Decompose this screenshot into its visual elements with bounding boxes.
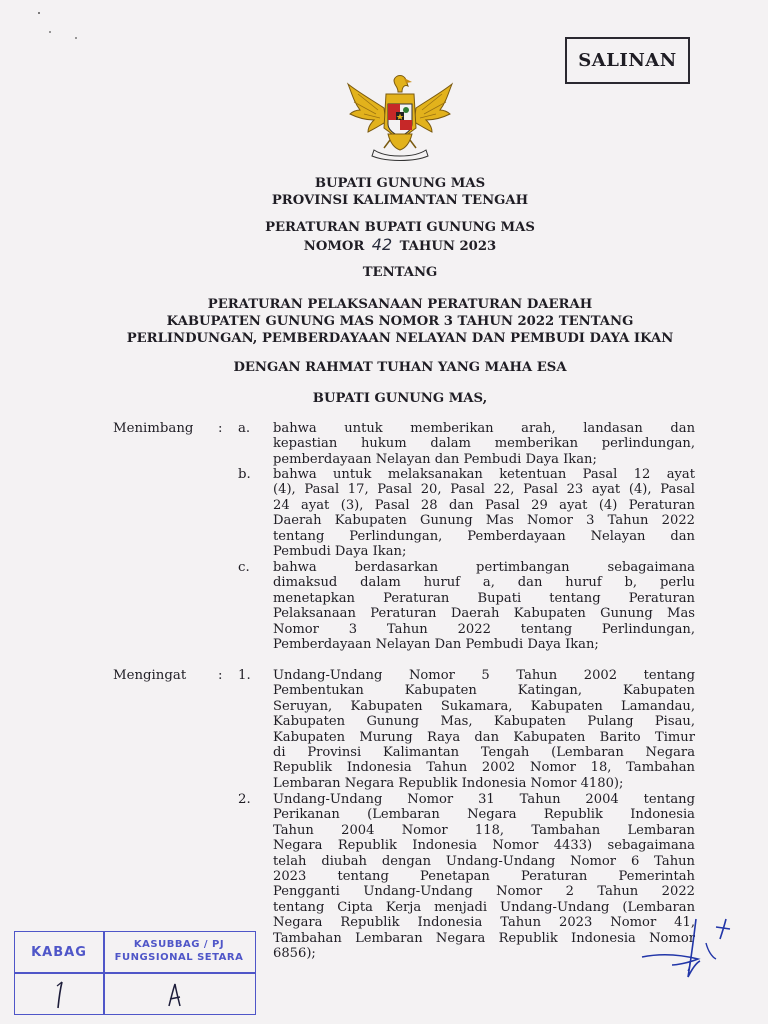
text-line: pemberdayaan Nelayan dan Pembudi Daya Ikan; — [273, 451, 597, 467]
menimbang-item-c-marker: c. — [238, 560, 250, 575]
text-line: Pengganti Undang-Undang Nomor 2 Tahun 2022 — [273, 884, 695, 900]
number-suffix: TAHUN 2023 — [399, 239, 497, 254]
subject-line-3: PERLINDUNGAN, PEMBERDAYAAN NELAYAN DAN PEMBUDI DAYA IKAN — [126, 331, 674, 346]
text-line: menetapkan Peraturan Bupati tentang Peraturan — [273, 590, 695, 606]
text-line: bahwa untuk melaksanakan ketentuan Pasal 12 ayat — [273, 467, 695, 482]
text-line: bahwa berdasarkan pertimbangan sebagaimana — [273, 560, 695, 575]
text-line: Undang-Undang Nomor 5 Tahun 2002 tentang — [273, 668, 695, 683]
text-line: Daerah Kabupaten Gunung Mas Nomor 3 Tahun 2022 — [273, 513, 695, 529]
tentang-label: TENTANG — [362, 265, 438, 280]
menimbang-item-c — [273, 560, 695, 652]
issuer-text: BUPATI GUNUNG MAS, — [312, 391, 488, 406]
text-line: Perikanan (Lembaran Negara Republik Indonesia — [273, 807, 695, 823]
stamp-kasubbag-line-2: FUNGSIONAL SETARA — [114, 952, 244, 963]
text-line: bahwa untuk memberikan arah, landasan dan — [273, 421, 695, 436]
text-line: Kabupaten Gunung Mas, Kabupaten Pulang Pisau, — [273, 714, 695, 730]
salinan-label: SALINAN — [578, 50, 677, 71]
stamp-divider-horizontal — [15, 972, 255, 974]
text-line: (4), Pasal 17, Pasal 20, Pasal 22, Pasal 23 ayat (4), Pasal — [273, 482, 695, 498]
handwritten-number: 42 — [371, 235, 393, 254]
regent-header — [0, 175, 768, 209]
text-line: Lembaran Negara Republik Indonesia Nomor 4180); — [273, 775, 624, 791]
subject-line-1: PERATURAN PELAKSANAAN PERATURAN DAERAH — [207, 297, 593, 312]
regulation-title-block — [0, 219, 768, 255]
kasubbag-paraf-icon — [165, 982, 185, 1010]
header-line-2: PROVINSI KALIMANTAN TENGAH — [271, 193, 529, 208]
text-line: Pemberdayaan Nelayan Dan Pembudi Daya Ikan; — [273, 637, 599, 653]
preamble — [0, 359, 768, 376]
menimbang-item-b-marker: b. — [238, 467, 251, 482]
text-line: Nomor 3 Tahun 2022 tentang Perlindungan, — [273, 621, 695, 637]
text-line: dimaksud dalam huruf a, dan huruf b, perlu — [273, 575, 695, 591]
garuda-emblem-icon — [344, 70, 456, 162]
text-line: telah diubah dengan Undang-Undang Nomor 6 Tahun — [273, 853, 695, 869]
salinan-stamp — [565, 37, 690, 84]
text-line: 2023 tentang Penetapan Peraturan Pemerintah — [273, 869, 695, 885]
signature-paraf-icon — [632, 905, 742, 995]
mengingat-item-1-marker: 1. — [238, 668, 251, 683]
text-line: Republik Indonesia Tahun 2002 Nomor 18, Tambahan — [273, 760, 695, 776]
number-prefix: NOMOR — [303, 239, 365, 254]
text-line: Pelaksanaan Peraturan Daerah Kabupaten Gunung Mas — [273, 606, 695, 622]
text-line: 6856); — [273, 946, 316, 962]
menimbang-colon: : — [218, 421, 223, 436]
menimbang-item-b — [273, 467, 695, 559]
menimbang-item-a-marker: a. — [238, 421, 251, 436]
regulation-number — [0, 236, 768, 255]
text-line: Tahun 2004 Nomor 118, Tambahan Lembaran — [273, 822, 695, 838]
header-line-1: BUPATI GUNUNG MAS — [314, 176, 486, 191]
mengingat-item-1 — [273, 668, 695, 791]
text-line: Undang-Undang Nomor 31 Tahun 2004 tentang — [273, 792, 695, 807]
text-line: Tambahan Lembaran Negara Republik Indonesia Nomor — [273, 930, 695, 946]
mengingat-item-2-marker: 2. — [238, 792, 251, 807]
preamble-text: DENGAN RAHMAT TUHAN YANG MAHA ESA — [233, 360, 567, 375]
text-line: 24 ayat (3), Pasal 28 dan Pasal 29 ayat (4) Peraturan — [273, 497, 695, 513]
regulation-title: PERATURAN BUPATI GUNUNG MAS — [265, 220, 535, 235]
stamp-kasubbag-line-1: KASUBBAG / PJ — [133, 939, 225, 950]
mengingat-colon: : — [218, 668, 223, 683]
stamp-kabag-label: KABAG — [31, 945, 87, 960]
subject-line-2: KABUPATEN GUNUNG MAS NOMOR 3 TAHUN 2022 TENTANG — [166, 314, 634, 329]
mengingat-label: Mengingat — [113, 668, 187, 683]
text-line: Seruyan, Kabupaten Sukamara, Kabupaten Lamandau, — [273, 698, 695, 714]
stamp-kasubbag-label — [103, 938, 255, 964]
regulation-subject — [0, 296, 768, 347]
issuer — [0, 390, 768, 407]
text-line: Negara Republik Indonesia Tahun 2023 Nomor 41, — [273, 915, 695, 931]
approval-paraf-stamp — [14, 931, 256, 1015]
kabag-paraf-icon — [53, 980, 67, 1010]
text-line: tentang Perlindungan, Pemberdayaan Nelayan dan — [273, 528, 695, 544]
text-line: Pembentukan Kabupaten Katingan, Kabupaten — [273, 683, 695, 699]
text-line: Pembudi Daya Ikan; — [273, 544, 407, 560]
text-line: tentang Cipta Kerja menjadi Undang-Undang (Lembaran — [273, 899, 695, 915]
text-line: kepastian hukum dalam memberikan perlindungan, — [273, 436, 695, 452]
menimbang-item-a — [273, 421, 695, 467]
text-line: di Provinsi Kalimantan Tengah (Lembaran Negara — [273, 745, 695, 761]
tentang-heading — [0, 264, 768, 281]
menimbang-label: Menimbang — [113, 421, 194, 436]
text-line: Negara Republik Indonesia Nomor 4433) sebagaimana — [273, 838, 695, 854]
text-line: Kabupaten Murung Raya dan Kabupaten Barito Timur — [273, 729, 695, 745]
scan-specks — [30, 10, 90, 40]
